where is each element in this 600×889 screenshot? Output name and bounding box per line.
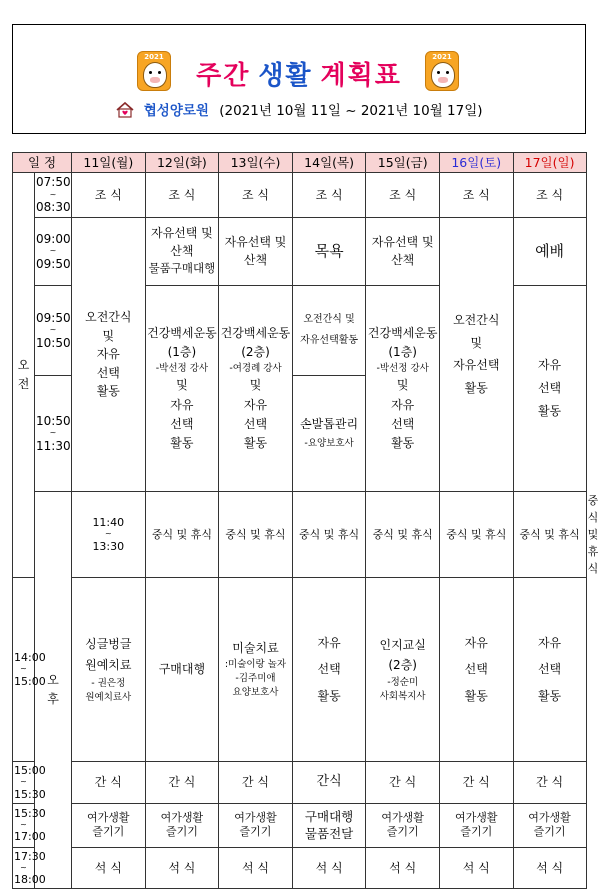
pm-label: 오 후 — [35, 491, 72, 888]
period: (2021년 10월 11일 ~ 2021년 10월 17일) — [219, 103, 483, 119]
day-sun: 17일(일) — [513, 153, 586, 173]
day-fri: 15일(금) — [366, 153, 440, 173]
cell-breakfast: 조 식 — [72, 173, 146, 218]
cell-leisure: 여가생활 즐기기 — [219, 803, 293, 847]
cell-thu-am3: 손발톱관리 -요양보호사 — [292, 375, 366, 491]
cell-sat-am: 오전간식 및 자유선택 활동 — [439, 217, 513, 491]
cell-breakfast: 조 식 — [145, 173, 219, 218]
title-row — [13, 47, 585, 91]
time-cell: 10:50 ~ 11:30 — [35, 375, 72, 491]
cell-snack: 간 식 — [219, 762, 293, 803]
table-row — [13, 578, 587, 762]
time-cell: 07:50 ~ 08:30 — [35, 173, 72, 218]
cell-fri-am1: 자유선택 및 산책 — [366, 217, 440, 285]
cell-leisure: 여가생활 즐기기 — [145, 803, 219, 847]
cell-tue-pm: 구매대행 — [145, 578, 219, 762]
cell-wed-pm: 미술치료 :미술이랑 놀자 -김주미애 요양보호사 — [219, 578, 293, 762]
cell-snack: 간 식 — [439, 762, 513, 803]
cell-snack: 간식 — [292, 762, 366, 803]
cell-thu-am1: 목욕 — [292, 217, 366, 285]
am-label: 오 전 — [13, 173, 35, 578]
page-title: 주간 생활 계획표 — [196, 61, 402, 91]
ox-mascot-icon: 2021 — [137, 51, 171, 91]
cell-leisure: 여가생활 즐기기 — [513, 803, 586, 847]
cell-sun-pm: 자유 선택 활동 — [513, 578, 586, 762]
cell-lunch: 중식 및 휴식 — [366, 491, 440, 577]
cell-lunch: 중식 및 휴식 — [439, 491, 513, 577]
cell-dinner: 석 식 — [145, 847, 219, 888]
cell-mon-am: 오전간식 및 자유 선택 활동 — [72, 217, 146, 491]
cell-dinner: 석 식 — [366, 847, 440, 888]
cell-breakfast: 조 식 — [292, 173, 366, 218]
cell-breakfast: 조 식 — [513, 173, 586, 218]
org-name: 협성양로원 — [143, 103, 209, 119]
table-row — [13, 173, 587, 218]
cell-snack: 간 식 — [513, 762, 586, 803]
cell-snack: 간 식 — [366, 762, 440, 803]
cell-tue-am1: 자유선택 및 산책 물품구매대행 — [145, 217, 219, 285]
cell-leisure: 여가생활 즐기기 — [72, 803, 146, 847]
cell-breakfast: 조 식 — [439, 173, 513, 218]
day-mon: 11일(월) — [72, 153, 146, 173]
cell-wed-am2: 건강백세운동 (2층) -여경례 강사 및 자유 선택 활동 — [219, 285, 293, 491]
cell-dinner: 석 식 — [72, 847, 146, 888]
table-row — [13, 803, 587, 847]
ox-mascot-icon: 2021 — [425, 51, 459, 91]
cell-lunch: 중식 및 휴식 — [219, 491, 293, 577]
cell-dinner: 석 식 — [439, 847, 513, 888]
cell-thu-am2: 오전간식 및 자유선택활동 — [292, 285, 366, 375]
cell-leisure: 여가생활 즐기기 — [439, 803, 513, 847]
cell-sun-am1: 예배 — [513, 217, 586, 285]
cell-thu-pm: 자유 선택 활동 — [292, 578, 366, 762]
header-frame — [12, 24, 586, 134]
day-sat: 16일(토) — [439, 153, 513, 173]
table-row — [13, 762, 587, 803]
time-cell: 15:30 ~ 17:00 — [13, 803, 35, 847]
cell-lunch: 중식 및 휴식 — [145, 491, 219, 577]
day-thu: 14일(목) — [292, 153, 366, 173]
cell-wed-am1: 자유선택 및 산책 — [219, 217, 293, 285]
time-cell: 14:00 ~ 15:00 — [13, 578, 35, 762]
cell-sat-pm: 자유 선택 활동 — [439, 578, 513, 762]
cell-breakfast: 조 식 — [219, 173, 293, 218]
cell-snack: 간 식 — [72, 762, 146, 803]
time-cell: 09:50 ~ 10:50 — [35, 285, 72, 375]
table-row — [13, 847, 587, 888]
cell-dinner: 석 식 — [219, 847, 293, 888]
cell-fri-pm: 인지교실 (2층) -정순미 사회복지사 — [366, 578, 440, 762]
cell-breakfast: 조 식 — [366, 173, 440, 218]
subtitle-row — [13, 99, 585, 121]
weekly-schedule-table — [12, 152, 599, 889]
cell-tue-am2: 건강백세운동 (1층) -박선정 강사 및 자유 선택 활동 — [145, 285, 219, 491]
header-row — [13, 153, 587, 173]
table-row — [13, 217, 587, 285]
time-cell: 11:40 ~ 13:30 — [72, 491, 146, 577]
cell-mon-pm: 싱글벙글 원예치료 - 권은정 원예치료사 — [72, 578, 146, 762]
time-cell: 15:00 ~ 15:30 — [13, 762, 35, 803]
time-cell: 17:30 ~ 18:00 — [13, 847, 35, 888]
cell-dinner: 석 식 — [513, 847, 586, 888]
head-label: 일 정 — [13, 153, 72, 173]
cell-snack: 간 식 — [145, 762, 219, 803]
day-wed: 13일(수) — [219, 153, 293, 173]
cell-fri-am2: 건강백세운동 (1층) -박선정 강사 및 자유 선택 활동 — [366, 285, 440, 491]
cell-lunch: 중식 및 휴식 — [292, 491, 366, 577]
table-row: 오 후 11:40 ~ 13:30 중식 및 휴식 중식 및 휴식 중식 및 휴식 중식 및 휴식 중식 및 휴식 중식 및 휴식 중식 및 휴식 — [13, 491, 587, 577]
cell-lunch: 중식 및 휴식 — [513, 491, 586, 577]
cell-leisure: 여가생활 즐기기 — [366, 803, 440, 847]
home-heart-icon — [115, 102, 135, 118]
cell-sun-am2: 자유 선택 활동 — [513, 285, 586, 491]
day-tue: 12일(화) — [145, 153, 219, 173]
time-cell: 09:00 ~ 09:50 — [35, 217, 72, 285]
cell-dinner: 석 식 — [292, 847, 366, 888]
cell-thu-leisure: 구매대행 물품전달 — [292, 803, 366, 847]
